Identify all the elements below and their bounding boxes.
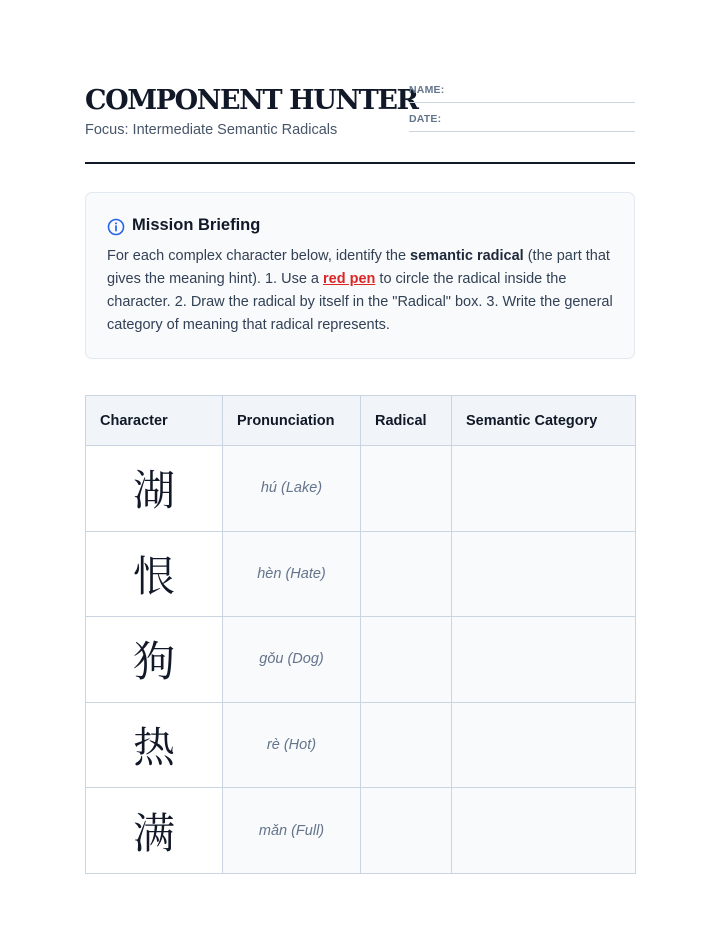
radical-answer-box[interactable]	[361, 788, 452, 874]
character-cell: 湖	[86, 446, 223, 532]
character-cell: 狗	[86, 617, 223, 703]
pronunciation-cell: rè (Hot)	[223, 702, 361, 788]
pronunciation-cell: hèn (Hate)	[223, 531, 361, 617]
briefing-text-part-3: to circle the radical inside the character. 2. Draw the radical by itself in the "Radical" box. 3. Write the general category of meaning that radical represents.	[107, 271, 613, 333]
radical-answer-box[interactable]	[361, 531, 452, 617]
character-cell: 满	[86, 788, 223, 874]
table-row	[86, 446, 636, 532]
column-header-pronunciation: Pronunciation	[223, 396, 361, 446]
page-title: COMPONENT HUNTER	[85, 85, 418, 116]
radical-answer-box[interactable]	[361, 617, 452, 703]
table-row	[86, 531, 636, 617]
column-header-semantic-category: Semantic Category	[452, 396, 636, 446]
table-row	[86, 617, 636, 703]
table-row	[86, 702, 636, 788]
pronunciation-cell: hú (Lake)	[223, 446, 361, 532]
semantic-radical-term: semantic radical	[410, 248, 524, 264]
pronunciation-cell: mǎn (Full)	[223, 788, 361, 874]
semantic-category-answer-box[interactable]	[452, 446, 636, 532]
briefing-heading: Mission Briefing	[132, 216, 261, 234]
briefing-text	[107, 245, 619, 337]
character-cell: 恨	[86, 531, 223, 617]
briefing-text-part-2: (the part that gives the meaning hint). 1. Use a	[107, 248, 610, 287]
worksheet-header	[85, 84, 635, 164]
radical-answer-box[interactable]	[361, 702, 452, 788]
info-icon	[107, 218, 125, 236]
date-field[interactable]	[409, 113, 635, 132]
column-header-radical: Radical	[361, 396, 452, 446]
semantic-category-answer-box[interactable]	[452, 531, 636, 617]
briefing-text-part-1: For each complex character below, identify the	[107, 248, 411, 264]
table-row	[86, 788, 636, 874]
pronunciation-cell: gǒu (Dog)	[223, 617, 361, 703]
radical-worksheet-table	[85, 395, 636, 874]
red-pen-term: red pen	[323, 271, 376, 287]
character-cell: 热	[86, 702, 223, 788]
name-label: NAME:	[409, 84, 445, 96]
name-field[interactable]	[409, 84, 635, 103]
column-header-character: Character	[86, 396, 223, 446]
semantic-category-answer-box[interactable]	[452, 702, 636, 788]
page-subtitle: Focus: Intermediate Semantic Radicals	[85, 122, 338, 138]
table-header-row	[86, 396, 636, 446]
radical-answer-box[interactable]	[361, 446, 452, 532]
semantic-category-answer-box[interactable]	[452, 788, 636, 874]
date-label: DATE:	[409, 113, 442, 125]
mission-briefing-panel	[85, 192, 635, 359]
semantic-category-answer-box[interactable]	[452, 617, 636, 703]
